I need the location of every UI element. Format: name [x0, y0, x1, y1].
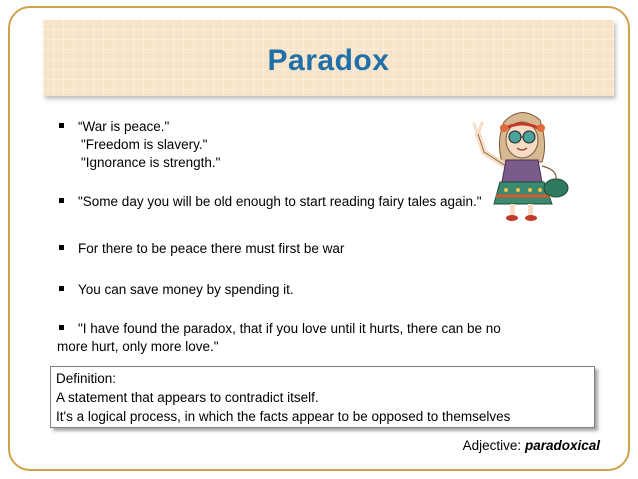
bullet-war-is-peace: “War is peace." "Freedom is slavery." "Ignorance is strength." — [59, 118, 220, 172]
bullet-marker — [59, 198, 64, 203]
bullet-marker — [59, 245, 64, 250]
bullet-marker — [59, 286, 64, 291]
definition-line-1: A statement that appears to contradict itself. — [56, 390, 319, 405]
adjective-word: paradoxical — [524, 438, 600, 453]
definition-line-2: It's a logical process, in which the facts appear to be opposed to themselves — [56, 409, 511, 424]
bullet-fairy-tales: "Some day you will be old enough to start reading fairy tales again." — [59, 193, 482, 211]
bullet-peace-war: For there to be peace there must first be war — [59, 240, 344, 258]
adjective-label: Adjective: — [462, 438, 522, 453]
bullet-save-money: You can save money by spending it. — [59, 281, 294, 299]
cartoon-girl-illustration — [466, 104, 576, 224]
title-bar — [43, 20, 614, 96]
bullet-marker — [59, 123, 64, 128]
definition-heading: Definition: — [56, 371, 117, 386]
bullet-marker — [59, 325, 64, 330]
adjective-note — [463, 438, 600, 453]
bullet-love-paradox: "I have found the paradox, that if you love until it hurts, there can be no — [59, 320, 501, 338]
page-title: Paradox — [267, 44, 390, 77]
definition-box — [50, 366, 595, 428]
bullet-love-paradox-continued: more hurt, only more love." — [57, 339, 219, 354]
